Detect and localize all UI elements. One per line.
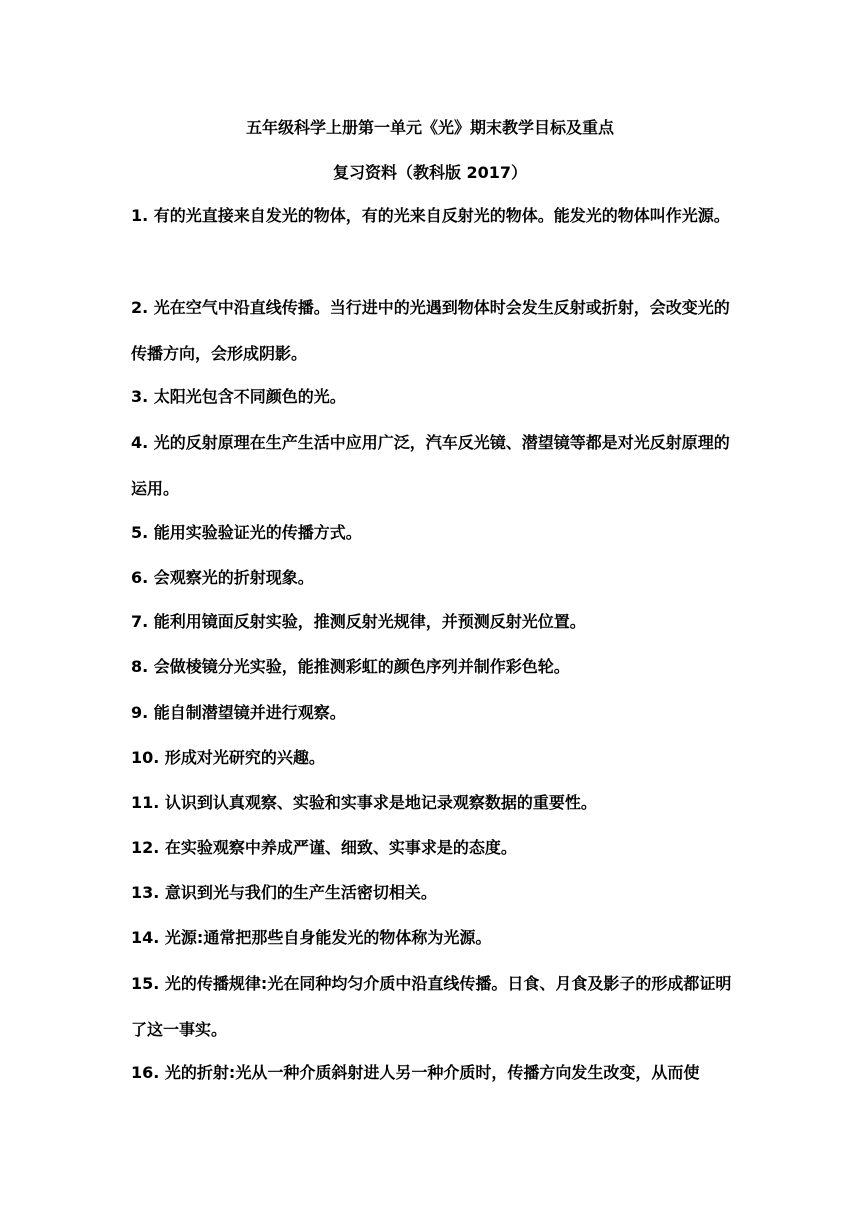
list-item-14: 14. 光源:通常把那些自身能发光的物体称为光源。: [131, 928, 492, 947]
list-item-5: 5. 能用实验验证光的传播方式。: [131, 523, 362, 542]
list-item-13: 13. 意识到光与我们的生产生活密切相关。: [131, 883, 437, 902]
list-item-9: 9. 能自制潜望镜并进行观察。: [131, 703, 346, 722]
list-item-16: 16. 光的折射:光从一种介质斜射进人另一种介质时，传播方向发生改变，从而使: [131, 1063, 700, 1082]
list-item-3: 3. 太阳光包含不同颜色的光。: [131, 387, 346, 406]
list-item-8: 8. 会做棱镜分光实验，能推测彩虹的颜色序列并制作彩色轮。: [131, 657, 570, 676]
list-item-15: 15. 光的传播规律:光在同种均匀介质中沿直线传播。日食、月食及影子的形成都证明了这一事实。: [131, 974, 732, 1040]
list-item-2: 2. 光在空气中沿直线传播。当行进中的光遇到物体时会发生反射或折射，会改变光的传播方向，会形成阴影。: [131, 298, 730, 364]
list-item-4: 4. 光的反射原理在生产生活中应用广泛，汽车反光镜、潜望镜等都是对光反射原理的运用。: [131, 433, 730, 499]
list-item-7: 7. 能利用镜面反射实验，推测反射光规律，并预测反射光位置。: [131, 612, 586, 631]
list-item-10: 10. 形成对光研究的兴趣。: [131, 748, 325, 767]
list-item-6: 6. 会观察光的折射现象。: [131, 568, 314, 587]
document-title-line2: 复习资料（教科版 2017）: [332, 163, 528, 182]
document-title-line1: 五年级科学上册第一单元《光》期末教学目标及重点: [245, 118, 614, 137]
list-item-1: 1. 有的光直接来自发光的物体，有的光来自反射光的物体。能发光的物体叫作光源。: [131, 206, 730, 225]
list-item-11: 11. 认识到认真观察、实验和实事求是地记录观察数据的重要性。: [131, 793, 597, 812]
list-item-12: 12. 在实验观察中养成严谨、细致、实事求是的态度。: [131, 838, 517, 857]
